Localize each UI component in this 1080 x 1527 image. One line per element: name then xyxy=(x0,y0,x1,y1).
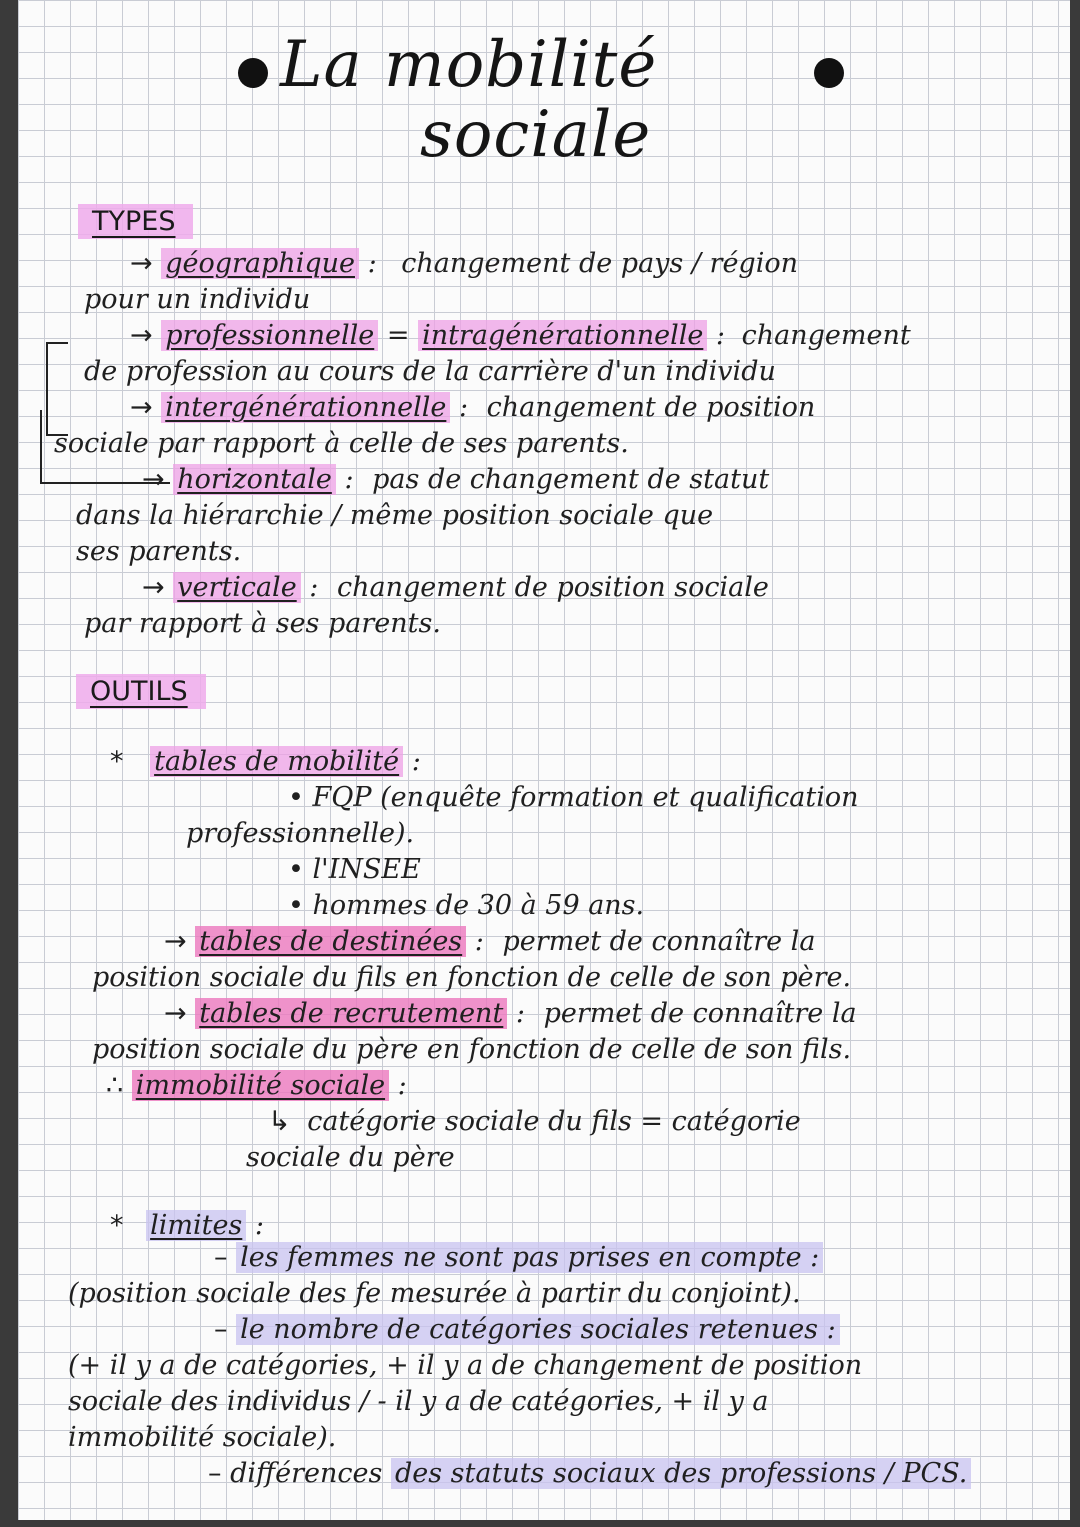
arrow-icon: → xyxy=(164,998,187,1029)
term-verticale: verticale xyxy=(173,572,300,603)
outils-limites: * limites : xyxy=(110,1210,264,1241)
outils-tables-destinees: → tables de destinées : permet de connaître la xyxy=(164,926,816,957)
types-item-geographique: → géographique : changement de pays / région xyxy=(130,248,798,279)
star-bullet-icon: * xyxy=(110,746,124,777)
dash-icon: – xyxy=(208,1458,222,1489)
limites-item-femmes-cont: (position sociale des fe mesurée à partir du conjoint). xyxy=(68,1278,801,1309)
types-item-professionnelle: → professionnelle = intragénérationnelle : changement xyxy=(130,320,911,351)
dot-bullet-icon: • xyxy=(288,782,304,813)
term-tables-mobilite: tables de mobilité xyxy=(150,746,403,777)
term-geographique: géographique xyxy=(161,248,359,279)
outils-tables-mobilite: * tables de mobilité : xyxy=(110,746,421,777)
arrow-icon: → xyxy=(142,464,165,495)
mobilite-sub-hommes: • hommes de 30 à 59 ans. xyxy=(288,890,645,921)
types-item-verticale-cont: par rapport à ses parents. xyxy=(84,608,441,639)
outils-immobilite: ∴ immobilité sociale : xyxy=(106,1070,407,1101)
types-item-geographique-cont: pour un individu xyxy=(84,284,311,315)
star-bullet-icon: * xyxy=(110,1210,124,1241)
arrow-icon: → xyxy=(130,248,153,279)
term-tables-recrutement: tables de recrutement xyxy=(195,998,507,1029)
types-item-professionnelle-cont: de profession au cours de la carrière d'un individu xyxy=(84,356,776,387)
section-heading-outils: OUTILS xyxy=(76,674,206,709)
arrow-icon: → xyxy=(130,320,153,351)
notebook-page xyxy=(18,0,1070,1520)
dash-icon: – xyxy=(214,1242,228,1273)
term-immobilite-sociale: immobilité sociale xyxy=(132,1070,389,1101)
bullet-dot-left-icon xyxy=(238,58,268,88)
limites-item-nombre-cont2: sociale des individus / - il y a de catégories, + il y a xyxy=(68,1386,769,1417)
therefore-icon: ∴ xyxy=(106,1070,124,1101)
term-tables-destinees: tables de destinées xyxy=(195,926,466,957)
outils-tables-recrutement-cont: position sociale du père en fonction de celle de son fils. xyxy=(92,1034,852,1065)
bullet-dot-right-icon xyxy=(814,58,844,88)
mobilite-sub-fqp-cont: professionnelle). xyxy=(186,818,415,849)
term-limites: limites xyxy=(146,1210,246,1241)
limites-item-differences: – différences des statuts sociaux des professions / PCS. xyxy=(208,1456,971,1492)
types-item-horizontale-cont2: ses parents. xyxy=(76,536,242,567)
dot-bullet-icon: • xyxy=(288,890,304,921)
dot-bullet-icon: • xyxy=(288,854,304,885)
limites-item-nombre: – le nombre de catégories sociales retenues : xyxy=(214,1312,840,1348)
types-item-intergenerationnelle-cont: sociale par rapport à celle de ses parents. xyxy=(54,428,629,459)
outils-tables-destinees-cont: position sociale du fils en fonction de celle de son père. xyxy=(92,962,852,993)
page-title-line1: La mobilité xyxy=(280,28,658,102)
dash-icon: – xyxy=(214,1314,228,1345)
types-item-horizontale: → horizontale : pas de changement de statut xyxy=(142,464,770,495)
mobilite-sub-insee: • l'INSEE xyxy=(288,854,421,885)
outils-immobilite-def: ↳ catégorie sociale du fils = catégorie xyxy=(268,1106,801,1137)
limites-item-nombre-cont3: immobilité sociale). xyxy=(68,1422,337,1453)
types-item-horizontale-cont: dans la hiérarchie / même position sociale que xyxy=(76,500,714,531)
term-intergenerationnelle: intergénérationnelle xyxy=(161,392,450,423)
term-professionnelle: professionnelle xyxy=(161,320,378,351)
mobilite-sub-fqp: • FQP (enquête formation et qualification xyxy=(288,782,859,813)
limites-item-nombre-cont1: (+ il y a de catégories, + il y a de changement de position xyxy=(68,1350,863,1381)
arrow-icon: → xyxy=(142,572,165,603)
types-item-intergenerationnelle: → intergénérationnelle : changement de position xyxy=(130,392,816,423)
outils-tables-recrutement: → tables de recrutement : permet de connaître la xyxy=(164,998,857,1029)
arrow-icon: → xyxy=(130,392,153,423)
section-heading-types: TYPES xyxy=(78,204,193,239)
page-title-line2: sociale xyxy=(420,98,652,172)
term-horizontale: horizontale xyxy=(173,464,336,495)
hook-arrow-icon: ↳ xyxy=(268,1106,291,1137)
limites-item-femmes: – les femmes ne sont pas prises en compte : xyxy=(214,1240,823,1276)
arrow-icon: → xyxy=(164,926,187,957)
types-item-verticale: → verticale : changement de position sociale xyxy=(142,572,769,603)
outils-immobilite-def-cont: sociale du père xyxy=(246,1142,455,1173)
term-intragenerationnelle: intragénérationnelle xyxy=(418,320,707,351)
